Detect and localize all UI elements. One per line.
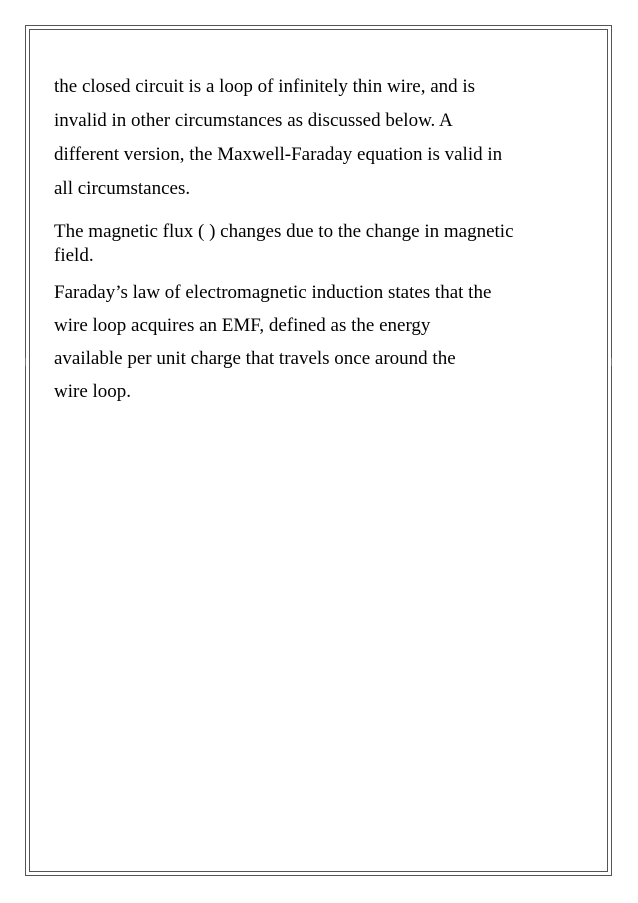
paragraph-line: Faraday’s law of electromagnetic induction states that the — [54, 282, 492, 303]
page-content — [54, 70, 584, 408]
paragraph-line: different version, the Maxwell-Faraday equation is valid in — [54, 144, 503, 165]
paragraph-line: wire loop. — [54, 381, 132, 402]
paragraph-circuit-validity — [54, 70, 584, 206]
paragraph-line: The magnetic flux ( ) changes due to the change in magnetic — [54, 221, 514, 242]
paragraph-magnetic-flux — [54, 220, 584, 268]
paragraph-line: available per unit charge that travels once around the — [54, 348, 456, 369]
paragraph-line: invalid in other circumstances as discussed below. A — [54, 110, 453, 131]
paragraph-line: field. — [54, 245, 94, 266]
paragraph-line: all circumstances. — [54, 178, 191, 199]
paragraph-line: the closed circuit is a loop of infinitely thin wire, and is — [54, 76, 476, 97]
paragraph-faraday-law — [54, 276, 584, 408]
right-edge-mark — [611, 358, 612, 366]
paragraph-line: wire loop acquires an EMF, defined as the energy — [54, 315, 431, 336]
left-edge-mark — [25, 358, 26, 366]
